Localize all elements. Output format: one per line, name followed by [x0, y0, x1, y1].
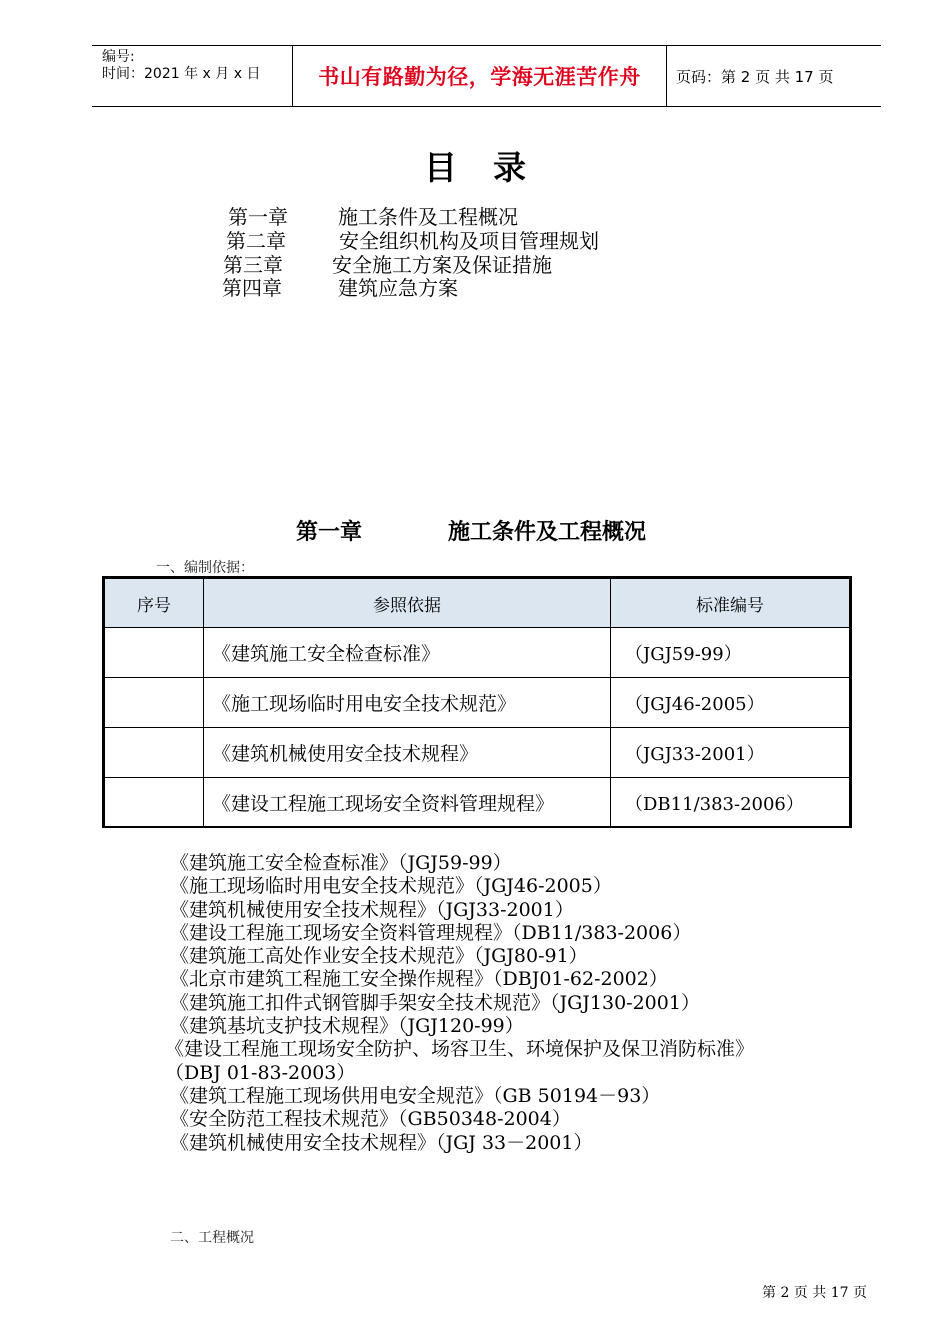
page-label: 页码：第 2 页 共 17 页 — [676, 67, 834, 86]
header-no: 序号 — [105, 579, 204, 628]
toc-title: 目录 — [424, 148, 562, 187]
list-item: 《施工现场临时用电安全技术规范》（JGJ46-2005） — [170, 875, 612, 898]
list-item: 《建筑基坑支护技术规程》（JGJ120-99） — [170, 1015, 524, 1038]
motto-text: 书山有路勤为径，学海无涯苦作舟 — [318, 65, 641, 89]
cell-no — [105, 678, 204, 728]
cell-no — [105, 778, 204, 828]
chapter-number: 第一章 — [296, 520, 363, 545]
list-item: 《建筑施工高处作业安全技术规范》（JGJ80-91） — [170, 945, 588, 968]
header-ref: 参照依据 — [204, 579, 611, 628]
table-row — [105, 778, 850, 828]
toc-chapter: 第三章 — [223, 253, 283, 277]
header-page — [666, 46, 881, 106]
toc-chapter: 第四章 — [222, 276, 282, 300]
cell-ref: 《建筑机械使用安全技术规程》 — [204, 728, 611, 778]
toc-item — [226, 229, 599, 253]
toc-name: 施工条件及工程概况 — [338, 205, 518, 229]
number-label: 编号: — [102, 49, 135, 65]
chapter-title: 施工条件及工程概况 — [448, 520, 647, 545]
page-header — [92, 45, 881, 107]
toc-chapter: 第一章 — [228, 205, 288, 229]
table-row — [105, 628, 850, 678]
list-item: 《建筑机械使用安全技术规程》（JGJ33-2001） — [170, 898, 574, 921]
header-meta — [92, 46, 292, 106]
toc-item — [228, 205, 518, 229]
list-item: （DBJ 01-83-2003） — [165, 1061, 356, 1084]
page-footer: 第 2 页 共 17 页 — [762, 1285, 867, 1301]
toc-name: 安全施工方案及保证措施 — [332, 253, 552, 277]
cell-no — [105, 728, 204, 778]
toc-item — [222, 276, 458, 300]
cell-ref: 《建设工程施工现场安全资料管理规程》 — [204, 778, 611, 828]
list-item: 《建筑施工安全检查标准》（JGJ59-99） — [170, 852, 512, 874]
list-item: 《建筑机械使用安全技术规程》（JGJ 33－2001） — [170, 1131, 593, 1154]
cell-ref: 《施工现场临时用电安全技术规范》 — [204, 678, 611, 728]
list-item: 《北京市建筑工程施工安全操作规程》（DBJ01-62-2002） — [170, 968, 668, 991]
time-label: 时间：2021 年 x 月 x 日 — [102, 66, 261, 82]
cell-no — [105, 628, 204, 678]
toc-name: 建筑应急方案 — [338, 276, 458, 300]
cell-code: （JGJ33-2001） — [611, 728, 850, 778]
list-item: 《建设工程施工现场安全防护、场容卫生、环境保护及保卫消防标准》 — [165, 1038, 755, 1061]
cell-code: （JGJ46-2005） — [611, 678, 850, 728]
table-row — [105, 678, 850, 728]
header-motto — [292, 46, 667, 106]
list-item: 《建设工程施工现场安全资料管理规程》（DB11/383-2006） — [170, 921, 692, 944]
toc-chapter: 第二章 — [226, 229, 286, 253]
list-item: 《建筑工程施工现场供用电安全规范》（GB 50194－93） — [170, 1084, 661, 1107]
reference-list — [165, 852, 755, 1155]
cell-code: （JGJ59-99） — [611, 628, 850, 678]
section-heading: 二、工程概况 — [170, 1230, 254, 1246]
toc-name: 安全组织机构及项目管理规划 — [339, 229, 599, 253]
header-code: 标准编号 — [611, 579, 850, 628]
standards-table — [102, 576, 852, 828]
table-row — [105, 728, 850, 778]
table-header-row — [105, 579, 850, 628]
toc-item — [223, 253, 552, 277]
cell-code: （DB11/383-2006） — [611, 778, 850, 828]
section-heading: 一、编制依据： — [156, 560, 254, 576]
list-item: 《建筑施工扣件式钢管脚手架安全技术规范》（JGJ130-2001） — [170, 991, 700, 1014]
list-item: 《安全防范工程技术规范》（GB50348-2004） — [170, 1108, 571, 1131]
cell-ref: 《建筑施工安全检查标准》 — [204, 628, 611, 678]
